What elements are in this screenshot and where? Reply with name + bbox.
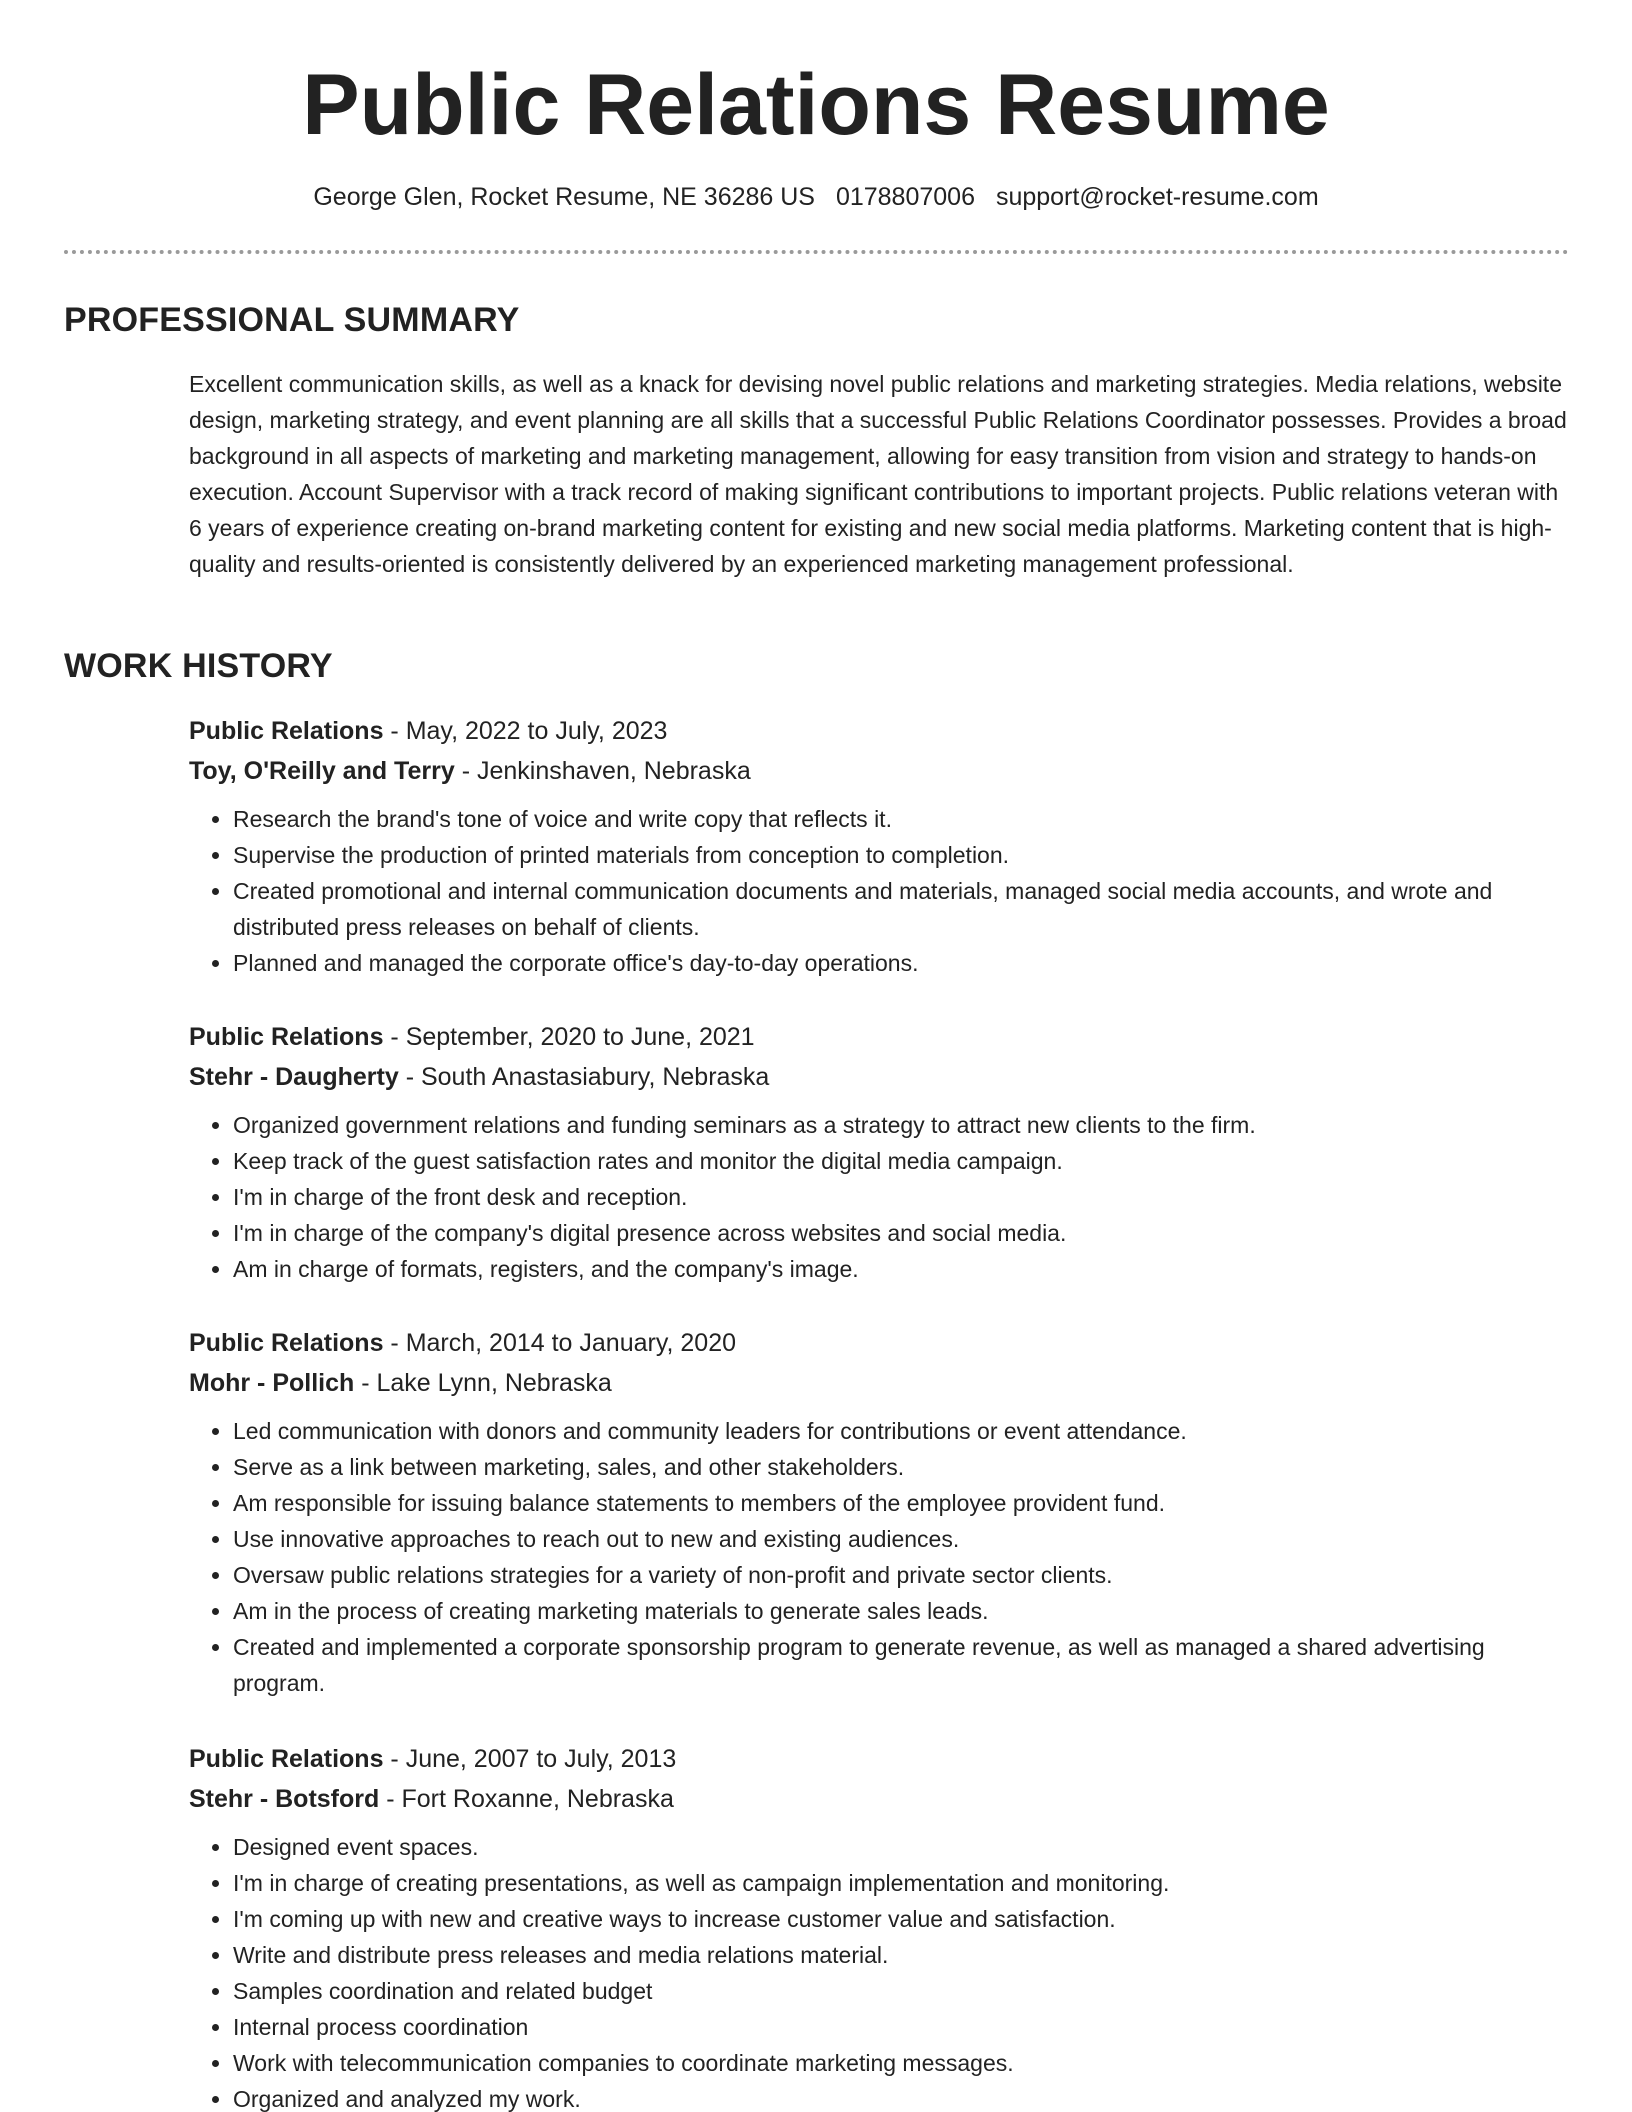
job-bullet: • Organized and analyzed my work.	[233, 2081, 1574, 2112]
job-bullet: • Organized government relations and funding seminars as a strategy to attract new clients to the firm.	[233, 1107, 1574, 1143]
job-dates: - September, 2020 to June, 2021	[383, 1023, 755, 1051]
job-bullet: • Work with telecommunication companies to coordinate marketing messages.	[233, 2045, 1574, 2081]
job-company-line	[189, 1363, 1574, 1403]
job-location: - South Anastasiabury, Nebraska	[398, 1063, 770, 1091]
job-bullet: • Write and distribute press releases and media relations material.	[233, 1937, 1574, 1973]
job-title: Public Relations	[189, 1023, 384, 1051]
job-company-line	[189, 751, 1574, 791]
job-bullet: • Designed event spaces.	[233, 1829, 1574, 1865]
job-bullets	[189, 1107, 1574, 1287]
job-dates: - March, 2014 to January, 2020	[383, 1329, 736, 1357]
job-bullet: • Serve as a link between marketing, sales, and other stakeholders.	[233, 1449, 1574, 1485]
resume-title: Public Relations Resume	[302, 57, 1330, 153]
job-bullet: • I'm in charge of the company's digital presence across websites and social media.	[233, 1215, 1574, 1251]
job-bullet: • Keep track of the guest satisfaction rates and monitor the digital media campaign.	[233, 1143, 1574, 1179]
job-bullet: • Supervise the production of printed materials from conception to completion.	[233, 837, 1574, 873]
job-company-line	[189, 1057, 1574, 1097]
job-bullet: • Research the brand's tone of voice and write copy that reflects it.	[233, 801, 1574, 837]
job-company: Stehr - Botsford	[189, 1785, 380, 1813]
job-dates: - June, 2007 to July, 2013	[383, 1745, 677, 1773]
job-title: Public Relations	[189, 1745, 384, 1773]
job-entry	[189, 1323, 1574, 1701]
job-company: Toy, O'Reilly and Terry	[189, 757, 455, 785]
summary-heading: PROFESSIONAL SUMMARY	[64, 301, 520, 339]
job-bullet: • Internal process coordination	[233, 2009, 1574, 2045]
job-title-line	[189, 1739, 1574, 1779]
job-bullet: • Created promotional and internal communication documents and materials, managed social media accounts, and wrote and distributed press releases on behalf of clients.	[233, 873, 1574, 945]
job-title-line	[189, 711, 1574, 751]
job-bullet: • Led communication with donors and community leaders for contributions or event attendance.	[233, 1413, 1574, 1449]
job-bullets	[189, 1829, 1574, 2112]
job-entry	[189, 711, 1574, 981]
job-bullet: • Planned and managed the corporate office's day-to-day operations.	[233, 945, 1574, 981]
work-history-heading: WORK HISTORY	[64, 647, 333, 685]
job-dates: - May, 2022 to July, 2023	[383, 717, 668, 745]
job-bullet: • Samples coordination and related budget	[233, 1973, 1574, 2009]
job-company: Mohr - Pollich	[189, 1369, 355, 1397]
job-location: - Lake Lynn, Nebraska	[354, 1369, 612, 1397]
contact-phone: 0178807006	[835, 183, 975, 211]
job-bullets	[189, 1413, 1574, 1701]
job-title: Public Relations	[189, 717, 384, 745]
job-bullet: • Am in the process of creating marketing materials to generate sales leads.	[233, 1593, 1574, 1629]
job-bullet: • Created and implemented a corporate sponsorship program to generate revenue, as well as managed a shared advertising program.	[233, 1629, 1574, 1701]
job-bullet: • Am in charge of formats, registers, and the company's image.	[233, 1251, 1574, 1287]
header-divider	[64, 250, 1569, 254]
job-bullet: • Use innovative approaches to reach out to new and existing audiences.	[233, 1521, 1574, 1557]
job-entry	[189, 1739, 1574, 2112]
job-entry	[189, 1017, 1574, 1287]
job-bullet: • Am responsible for issuing balance statements to members of the employee provident fund.	[233, 1485, 1574, 1521]
job-bullet: • I'm in charge of the front desk and reception.	[233, 1179, 1574, 1215]
job-title-line	[189, 1323, 1574, 1363]
job-title: Public Relations	[189, 1329, 384, 1357]
job-location: - Jenkinshaven, Nebraska	[454, 757, 751, 785]
contact-address: George Glen, Rocket Resume, NE 36286 US	[313, 183, 815, 211]
contact-email: support@rocket-resume.com	[995, 183, 1319, 211]
summary-text: Excellent communication skills, as well as a knack for devising novel public relations and marketing strategies. Media relations, website design, marketing strategy, and event planning are all skills that a successful Public Relations Coordinator possesses. Provides a broad background in all aspects of marketing and marketing management, allowing for easy transition from vision and strategy to hands-on execution. Account Supervisor with a track record of making significant contributions to important projects. Public relations veteran with 6 years of experience creating on-brand marketing content for existing and new social media platforms. Marketing content that is high-quality and results-oriented is consistently delivered by an experienced marketing management professional.	[189, 371, 1567, 577]
job-location: - Fort Roxanne, Nebraska	[379, 1785, 674, 1813]
job-company-line	[189, 1779, 1574, 1819]
job-bullet: • I'm coming up with new and creative ways to increase customer value and satisfaction.	[233, 1901, 1574, 1937]
contact-line	[0, 180, 1632, 214]
job-title-line	[189, 1017, 1574, 1057]
job-company: Stehr - Daugherty	[189, 1063, 399, 1091]
job-bullets	[189, 801, 1574, 981]
job-bullet: • I'm in charge of creating presentations, as well as campaign implementation and monitoring.	[233, 1865, 1574, 1901]
job-bullet: • Oversaw public relations strategies for a variety of non-profit and private sector clients.	[233, 1557, 1574, 1593]
